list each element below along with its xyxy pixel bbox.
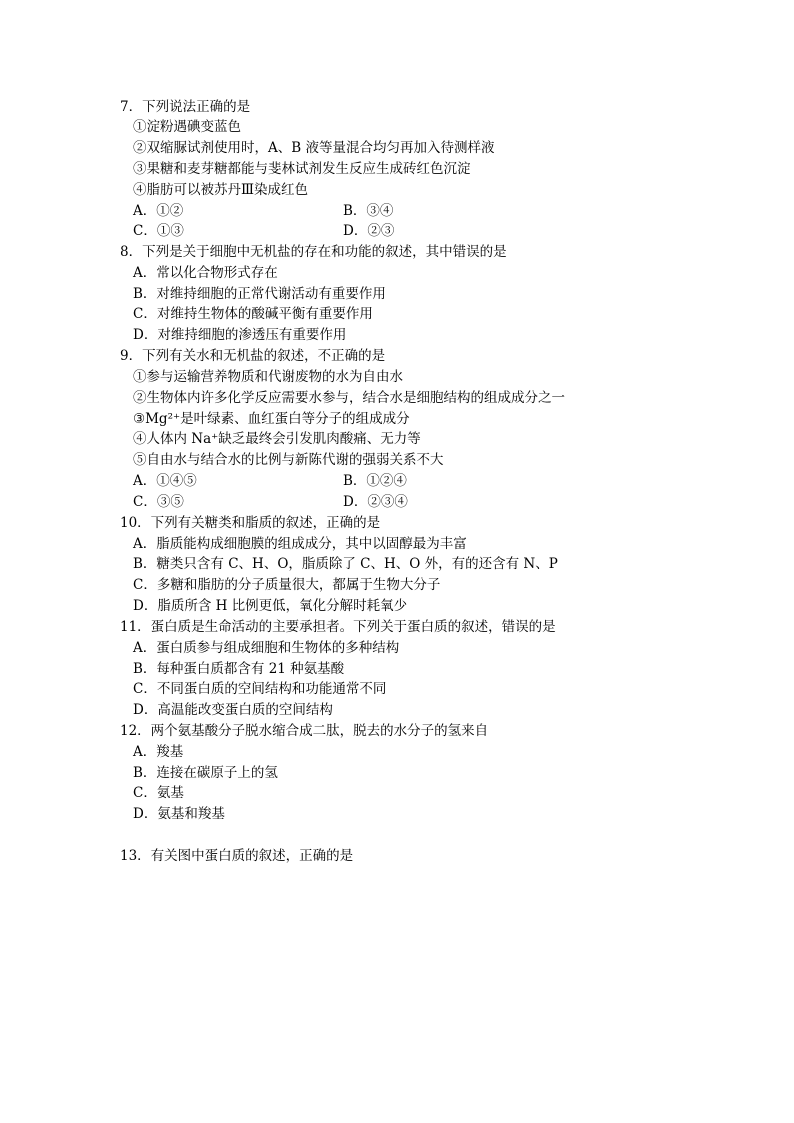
q9-item-4: ④人体内 Na⁺缺乏最终会引发肌肉酸痛、无力等 bbox=[133, 431, 421, 447]
q12-stem: 12．两个氨基酸分子脱水缩合成二肽，脱去的水分子的氢来自 bbox=[120, 723, 489, 739]
q10-option-b: B．糖类只含有 C、H、O，脂质除了 C、H、O 外，有的还含有 N、P bbox=[133, 556, 558, 572]
q12-option-c: C．氨基 bbox=[133, 785, 184, 801]
q7-item-1: ①淀粉遇碘变蓝色 bbox=[133, 119, 241, 135]
q11-stem: 11．蛋白质是生命活动的主要承担者。下列关于蛋白质的叙述，错误的是 bbox=[120, 619, 556, 635]
q12-option-d: D．氨基和羧基 bbox=[133, 806, 225, 822]
q7-option-b: B．③④ bbox=[343, 203, 394, 219]
q9-item-5: ⑤自由水与结合水的比例与新陈代谢的强弱关系不大 bbox=[133, 452, 444, 468]
q9-option-d: D．②③④ bbox=[343, 494, 408, 510]
q9-item-2: ②生物体内许多化学反应需要水参与，结合水是细胞结构的组成成分之一 bbox=[133, 390, 565, 406]
q7-option-c: C．①③ bbox=[133, 223, 184, 239]
q9-item-3: ③Mg²⁺是叶绿素、血红蛋白等分子的组成成分 bbox=[133, 411, 410, 427]
q9-option-b: B．①②④ bbox=[343, 473, 407, 489]
q7-option-a: A．①② bbox=[133, 203, 184, 219]
q9-option-c: C．③⑤ bbox=[133, 494, 184, 510]
q7-stem: 7．下列说法正确的是 bbox=[120, 99, 251, 115]
q10-option-a: A．脂质能构成细胞膜的组成成分，其中以固醇最为丰富 bbox=[133, 536, 467, 552]
q11-option-d: D．高温能改变蛋白质的空间结构 bbox=[133, 702, 333, 718]
q11-option-a: A．蛋白质参与组成细胞和生物体的多种结构 bbox=[133, 640, 400, 656]
q7-item-4: ④脂肪可以被苏丹Ⅲ染成红色 bbox=[133, 182, 309, 198]
q8-option-a: A．常以化合物形式存在 bbox=[133, 265, 278, 281]
q12-option-a: A．羧基 bbox=[133, 744, 184, 760]
q11-option-c: C．不同蛋白质的空间结构和功能通常不同 bbox=[133, 681, 387, 697]
q7-item-3: ③果糖和麦芽糖都能与斐林试剂发生反应生成砖红色沉淀 bbox=[133, 161, 471, 177]
q9-option-a: A．①④⑤ bbox=[133, 473, 197, 489]
q10-option-c: C．多糖和脂肪的分子质量很大，都属于生物大分子 bbox=[133, 577, 441, 593]
q8-option-d: D．对维持细胞的渗透压有重要作用 bbox=[133, 327, 347, 343]
q8-stem: 8．下列是关于细胞中无机盐的存在和功能的叙述，其中错误的是 bbox=[120, 244, 507, 260]
q13-stem: 13．有关图中蛋白质的叙述，正确的是 bbox=[120, 848, 354, 864]
q8-option-c: C．对维持生物体的酸碱平衡有重要作用 bbox=[133, 306, 373, 322]
q9-item-1: ①参与运输营养物质和代谢废物的水为自由水 bbox=[133, 369, 403, 385]
q7-item-2: ②双缩脲试剂使用时，A、B 液等量混合均匀再加入待测样液 bbox=[133, 140, 495, 156]
q7-option-d: D．②③ bbox=[343, 223, 395, 239]
q9-stem: 9．下列有关水和无机盐的叙述，不正确的是 bbox=[120, 348, 386, 364]
q11-option-b: B．每种蛋白质都含有 21 种氨基酸 bbox=[133, 661, 345, 677]
q12-option-b: B．连接在碳原子上的氢 bbox=[133, 765, 278, 781]
q8-option-b: B．对维持细胞的正常代谢活动有重要作用 bbox=[133, 286, 386, 302]
q10-stem: 10．下列有关糖类和脂质的叙述，正确的是 bbox=[120, 515, 381, 531]
q10-option-d: D．脂质所含 H 比例更低，氧化分解时耗氧少 bbox=[133, 598, 408, 614]
